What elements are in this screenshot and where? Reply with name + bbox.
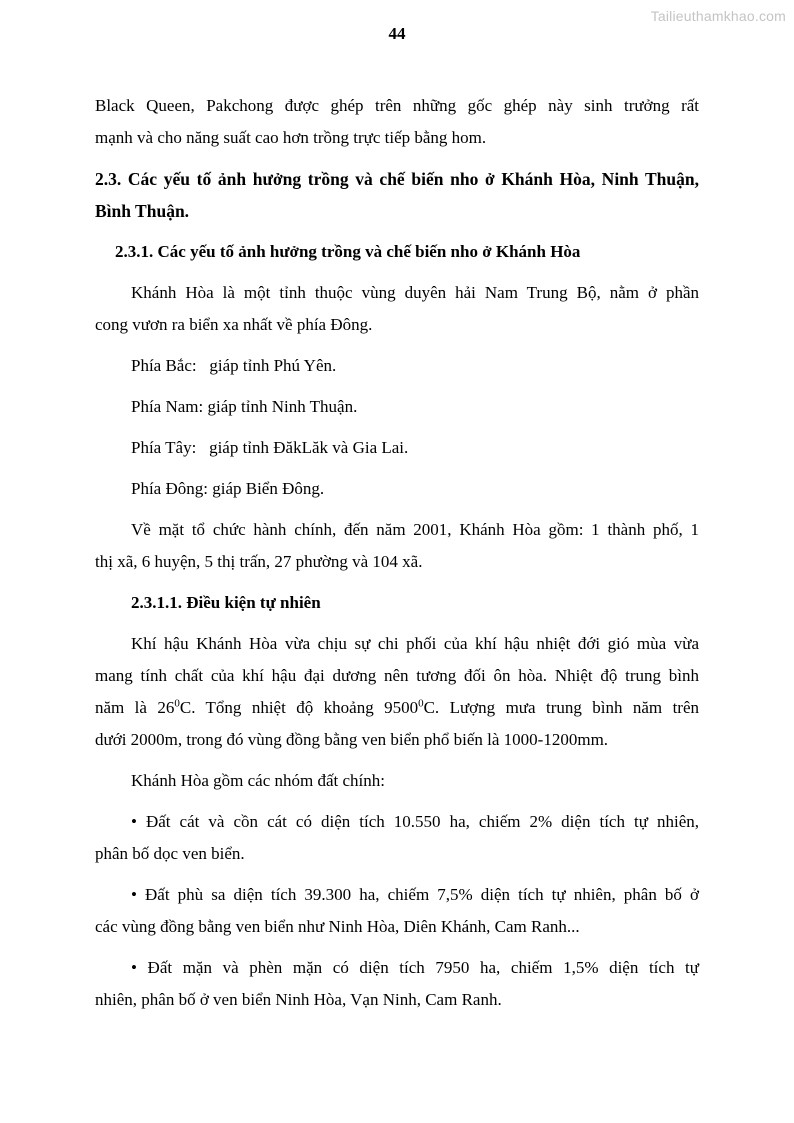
admin-line: thị xã, 6 huyện, 5 thị trấn, 27 phường và 104 xã. bbox=[95, 552, 423, 571]
heading-line: Bình Thuận. bbox=[95, 201, 190, 221]
climate-line bbox=[95, 692, 699, 724]
soil-item bbox=[95, 879, 699, 943]
climate-line: Khí hậu Khánh Hòa vừa chịu sự chi phối của khí hậu nhiệt đới gió mùa vừa bbox=[131, 634, 699, 653]
soil-intro: Khánh Hòa gồm các nhóm đất chính: bbox=[131, 771, 385, 790]
section-heading-2-3-1: 2.3.1. Các yếu tố ảnh hưởng trồng và chế biến nho ở Khánh Hòa bbox=[115, 242, 581, 261]
soil-item bbox=[95, 806, 699, 870]
intro-line: Black Queen, Pakchong được ghép trên những gốc ghép này sinh trưởng rất bbox=[95, 96, 699, 115]
border-south: Phía Nam: giáp tỉnh Ninh Thuận. bbox=[131, 397, 358, 416]
page-number: 44 bbox=[388, 24, 406, 43]
location-line: Khánh Hòa là một tỉnh thuộc vùng duyên hải Nam Trung Bộ, nằm ở phần bbox=[131, 283, 699, 302]
border-east: Phía Đông: giáp Biển Đông. bbox=[131, 479, 325, 498]
soil-line: các vùng đồng bằng ven biển như Ninh Hòa, Diên Khánh, Cam Ranh... bbox=[95, 917, 580, 936]
section-heading-2-3 bbox=[95, 163, 699, 227]
climate-line: dưới 2000m, trong đó vùng đồng bằng ven biển phổ biến là 1000-1200mm. bbox=[95, 730, 609, 749]
location-paragraph bbox=[95, 277, 699, 341]
location-line: cong vươn ra biển xa nhất về phía Đông. bbox=[95, 315, 373, 334]
watermark: Tailieuthamkhao.com bbox=[650, 8, 786, 24]
soil-line: • Đất mặn và phèn mặn có diện tích 7950 ha, chiếm 1,5% diện tích tự bbox=[131, 958, 699, 977]
climate-paragraph bbox=[95, 628, 699, 756]
admin-paragraph bbox=[95, 514, 699, 578]
document-body bbox=[95, 90, 699, 1025]
soil-line: nhiên, phân bố ở ven biển Ninh Hòa, Vạn Ninh, Cam Ranh. bbox=[95, 990, 502, 1009]
border-west: Phía Tây: giáp tỉnh ĐăkLăk và Gia Lai. bbox=[131, 438, 409, 457]
border-north: Phía Bắc: giáp tỉnh Phú Yên. bbox=[131, 356, 337, 375]
climate-text: năm là 26 bbox=[95, 698, 175, 717]
soil-line: • Đất cát và cồn cát có diện tích 10.550 ha, chiếm 2% diện tích tự nhiên, bbox=[131, 812, 699, 831]
climate-text: C. Lượng mưa trung bình năm trên bbox=[423, 698, 699, 717]
admin-line: Về mặt tổ chức hành chính, đến năm 2001, Khánh Hòa gồm: 1 thành phố, 1 bbox=[131, 520, 699, 539]
climate-line: mang tính chất của khí hậu đại dương nên tương đối ôn hòa. Nhiệt độ trung bình bbox=[95, 666, 699, 685]
section-heading-2-3-1-1: 2.3.1.1. Điều kiện tự nhiên bbox=[131, 593, 321, 612]
soil-line: • Đất phù sa diện tích 39.300 ha, chiếm 7,5% diện tích tự nhiên, phân bố ở bbox=[131, 885, 699, 904]
degree-superscript: 0 bbox=[418, 697, 424, 710]
heading-line: 2.3. Các yếu tố ảnh hưởng trồng và chế biến nho ở Khánh Hòa, Ninh Thuận, bbox=[95, 169, 699, 189]
climate-text: C. Tổng nhiệt độ khoảng 9500 bbox=[179, 698, 419, 717]
soil-item bbox=[95, 952, 699, 1016]
intro-line: mạnh và cho năng suất cao hơn trồng trực tiếp bằng hom. bbox=[95, 128, 487, 147]
intro-paragraph bbox=[95, 90, 699, 154]
soil-line: phân bố dọc ven biển. bbox=[95, 844, 245, 863]
degree-superscript: 0 bbox=[174, 697, 180, 710]
